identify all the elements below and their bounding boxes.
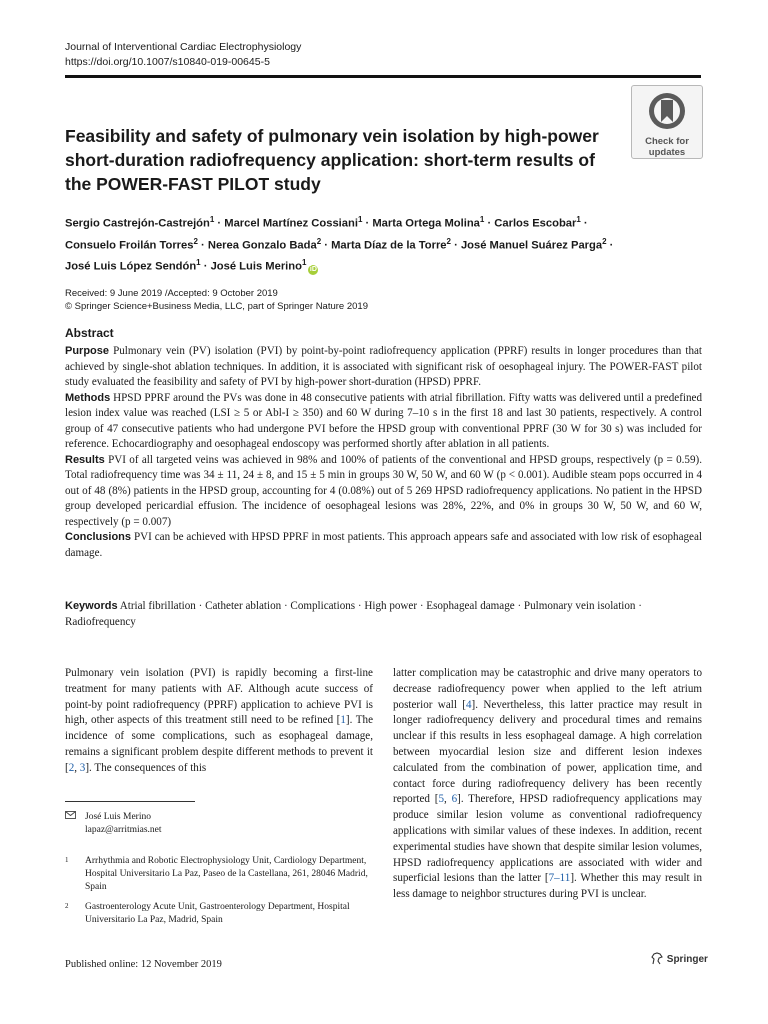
- author-affiliation: 1: [209, 215, 215, 224]
- author-name[interactable]: Carlos Escobar: [494, 217, 577, 230]
- body-text: . Whether this may result in less damage to neighbor structures during PVI is unclear.: [393, 872, 702, 901]
- publisher-logo: [650, 952, 708, 965]
- received-accepted: Received: 9 June 2019 /Accepted: 9 October 2019: [65, 288, 278, 299]
- author-name[interactable]: Consuelo Froilán Torres: [65, 239, 194, 252]
- author-list: Sergio Castrejón-Castrejón$^1$ · Marcel Martínez Cossiani$^1$ · Marta Ortega Molina$^1$ · Carlos Escobar$^1$ · Consuelo Froilán Torres$^2$ · Nerea Gonzalo Bada$^2$ · Marta Díaz de la Torre$^2$ · José Manuel Suárez Parga$^2$ · José Luis López Sendón$^1$ · José Luis Merino$^1$iD: [65, 215, 614, 274]
- author-affiliation: 2: [602, 236, 607, 246]
- envelope-icon: [65, 811, 77, 824]
- abstract-results: [65, 453, 702, 531]
- footnote-rule: [65, 801, 195, 802]
- check-for-updates-badge[interactable]: [631, 85, 703, 159]
- author-name[interactable]: Nerea Gonzalo Bada: [207, 239, 317, 252]
- conclusions-label: Conclusions: [65, 531, 132, 543]
- journal-header: [65, 40, 301, 70]
- purpose-text: Pulmonary vein (PV) isolation (PVI) by point-by-point radiofrequency application (PPRF) results in longer procedures than that achieved by single-shot ablation techniques. In addition, it is associated with significant risk of oesophageal injury. The POWER-FAST pilot study evaluated the feasibility and safety of PVI by high-power short-duration (HPSD) PPRF.: [65, 345, 702, 388]
- correspondence-name: José Luis Merino: [85, 812, 151, 822]
- abstract-purpose: [65, 344, 702, 391]
- citation-link[interactable]: 2: [68, 761, 75, 774]
- orcid-icon[interactable]: iD: [309, 266, 317, 274]
- citation-link[interactable]: 5: [438, 793, 444, 806]
- author-affiliation: 2: [446, 236, 451, 246]
- body-text: . Therefore, HPSD radiofrequency applications may produce similar lesion volume as conventional radiofrequency applications with similar values of these indexes. In addition, recent experimental studies have shown that despite similar lesion volumes, HPSD radiofrequency applications are associated with wider and superficial lesions than the latter: [393, 793, 703, 885]
- springer-horse-icon: [650, 952, 664, 965]
- body-text: . The incidence of some complications, such as esophageal damage, remains a significant problem despite different methods to prevent it: [65, 714, 373, 758]
- results-label: Results: [65, 453, 105, 466]
- body-text: latter complication may be catastrophic and drive many operators to decrease radiofrequency power when applied to the left atrium posterior wall: [393, 667, 702, 711]
- citation-link[interactable]: 1: [340, 714, 346, 727]
- correspondence: [65, 811, 162, 837]
- body-column-left: Pulmonary vein isolation (PVI) is rapidly becoming a first-line treatment for many patients with AF. Although acute success of point-by point radiofrequency (PPRF) application to achieve PVI is high, other aspects of this treatment still need to be refined [1]. The incidence of some complications, such as esophageal damage, remains a significant problem despite different methods to prevent it [2, 3]. The consequences of this: [65, 667, 373, 774]
- author-name[interactable]: Sergio Castrejón-Castrejón: [65, 217, 210, 230]
- header-rule: [65, 75, 701, 78]
- body-text: Pulmonary vein isolation (PVI) is rapidly becoming a first-line treatment for many patients with AF. Although acute success of point-by point radiofrequency (PPRF) application to achieve PVI is high, other aspects of this treatment still need to be refined: [65, 667, 373, 727]
- body-text: . The consequences of this: [89, 761, 207, 774]
- abstract-methods: [65, 391, 702, 453]
- affiliation-number: 1: [65, 856, 69, 864]
- author-affiliation: 2: [316, 236, 322, 246]
- doi-link[interactable]: https://doi.org/10.1007/s10840-019-00645-5: [65, 56, 270, 68]
- affiliation-text: Gastroenterology Acute Unit, Gastroenterology Department, Hospital Universitario La Paz, Madrid, Spain: [85, 902, 350, 925]
- author-affiliation: 2: [193, 236, 198, 246]
- purpose-label: Purpose: [65, 345, 110, 357]
- abstract: [65, 344, 702, 561]
- author-affiliation: 1: [576, 215, 581, 224]
- results-text: PVI of all targeted veins was achieved in 98% and 100% of patients of the conventional and HPSD groups, respectively (p = 0.59). Total radiofrequency time was 34 ± 11, 24 ± 8, and 15 ± 5 min in groups 30 W, 50 W, and 60 W (p < 0.001). Audible steam pops occurred in 4 out of 48 (8%) patients in the HPSD group, accounting for 4 (0.08%) out of 5 269 HPSD radiofrequency applications. No patient in the HPSD group developed pericardial effusion. The incidence of oesophageal lesions was 28%, 22%, and 0% in groups 30 W, 50 W, and 60 W, respectively (p = 0.007): [65, 453, 702, 528]
- journal-name: Journal of Interventional Cardiac Electrophysiology: [65, 41, 302, 53]
- body-column-right: latter complication may be catastrophic and drive many operators to decrease radiofrequency power when applied to the left atrium posterior wall [4]. Nevertheless, this latter practice may result in longer radiofrequency delivery and procedural times and remains unclear if this results in less esophageal damage. A high correlation between myocardial lesion size and different lesion indexes calculated from the combination of power, application time, and contact force during radiofrequency delivery has been recently reported [5, 6]. Therefore, HPSD radiofrequency applications may produce similar lesion volume as conventional radiofrequency applications with similar values of these indexes. In addition, recent experimental studies have shown that despite similar lesion volumes, HPSD radiofrequency applications are associated with wider and superficial lesions than the latter [7–11]. Whether this may result in less damage to neighbor structures during PVI is unclear.: [393, 667, 703, 901]
- correspondence-email[interactable]: lapaz@arritmias.net: [85, 825, 162, 835]
- author-affiliation: 1: [479, 215, 485, 224]
- methods-label: Methods: [65, 391, 111, 404]
- keywords-label: Keywords: [65, 600, 118, 612]
- affiliation-text: Arrhythmia and Robotic Electrophysiology Unit, Cardiology Department, Hospital Universitario La Paz, Paseo de la Castellana, 261, 28046 Madrid, Spain: [85, 856, 368, 892]
- copyright: © Springer Science+Business Media, LLC, part of Springer Nature 2019: [65, 301, 368, 312]
- keywords: [65, 598, 702, 630]
- author-affiliation: 1: [301, 258, 307, 268]
- author-name[interactable]: José Luis Merino: [210, 261, 302, 274]
- author-name[interactable]: Marta Díaz de la Torre: [331, 239, 447, 252]
- conclusions-text: PVI can be achieved with HPSD PPRF in most patients. This approach appears safe and associated with low risk of esophageal damage.: [65, 531, 702, 559]
- abstract-heading: Abstract: [65, 326, 114, 340]
- published-date: Published online: 12 November 2019: [65, 959, 222, 970]
- check-for-updates-line1: Check for: [645, 136, 689, 147]
- bookmark-icon: [647, 91, 687, 131]
- affiliation: [65, 855, 375, 894]
- abstract-conclusions: [65, 530, 702, 561]
- publisher-name: Springer: [666, 954, 708, 965]
- affiliation: [65, 901, 375, 927]
- author-name[interactable]: Marta Ortega Molina: [372, 217, 480, 230]
- affiliation-number: 2: [65, 902, 69, 910]
- article-title: Feasibility and safety of pulmonary vein isolation by high-power short-duration radiofrequency application: short-term results of the POWER-FAST PILOT study: [65, 126, 599, 194]
- author-name[interactable]: José Manuel Suárez Parga: [460, 239, 603, 252]
- author-name[interactable]: José Luis López Sendón: [65, 261, 197, 274]
- author-name[interactable]: Marcel Martínez Cossiani: [224, 217, 358, 230]
- keywords-text: Atrial fibrillation · Catheter ablation · Complications · High power · Esophageal damage · Pulmonary vein isolation · Radiofrequency: [65, 600, 642, 628]
- author-affiliation: 1: [357, 215, 363, 224]
- citation-link[interactable]: 7–11: [548, 872, 571, 885]
- citation-link[interactable]: 3: [79, 761, 86, 774]
- citation-link[interactable]: 6: [451, 793, 458, 806]
- author-affiliation: 1: [196, 258, 201, 268]
- citation-link[interactable]: 4: [466, 698, 472, 711]
- body-text: . Nevertheless, this latter practice may result in longer radiofrequency delivery and procedural times and remains unclear if this results in less esophageal damage. A high correlation between myocardial lesion size and different lesion indexes calculated from the combination of power, application time, and contact force during radiofrequency delivery has been recently reported: [393, 698, 703, 806]
- check-for-updates-line2: updates: [648, 147, 686, 158]
- article-dates: [65, 287, 368, 313]
- methods-text: HPSD PPRF around the PVs was done in 48 consecutive patients with atrial fibrillation. Fifty watts was delivered until a predefined lesion index value was reached (LSI ≥ 5 or Abl-I ≥ 350) and 60 W during 7–10 s in the first 18 and last 30 patients, respectively. A control group of 47 consecutive patients who had undergone PVI before the HPSD group with conventional PPRF (30 W for 30 s) was included for reference. Echocardiography and oesophageal endoscopy was performed shortly after ablation in all patients.: [65, 391, 702, 450]
